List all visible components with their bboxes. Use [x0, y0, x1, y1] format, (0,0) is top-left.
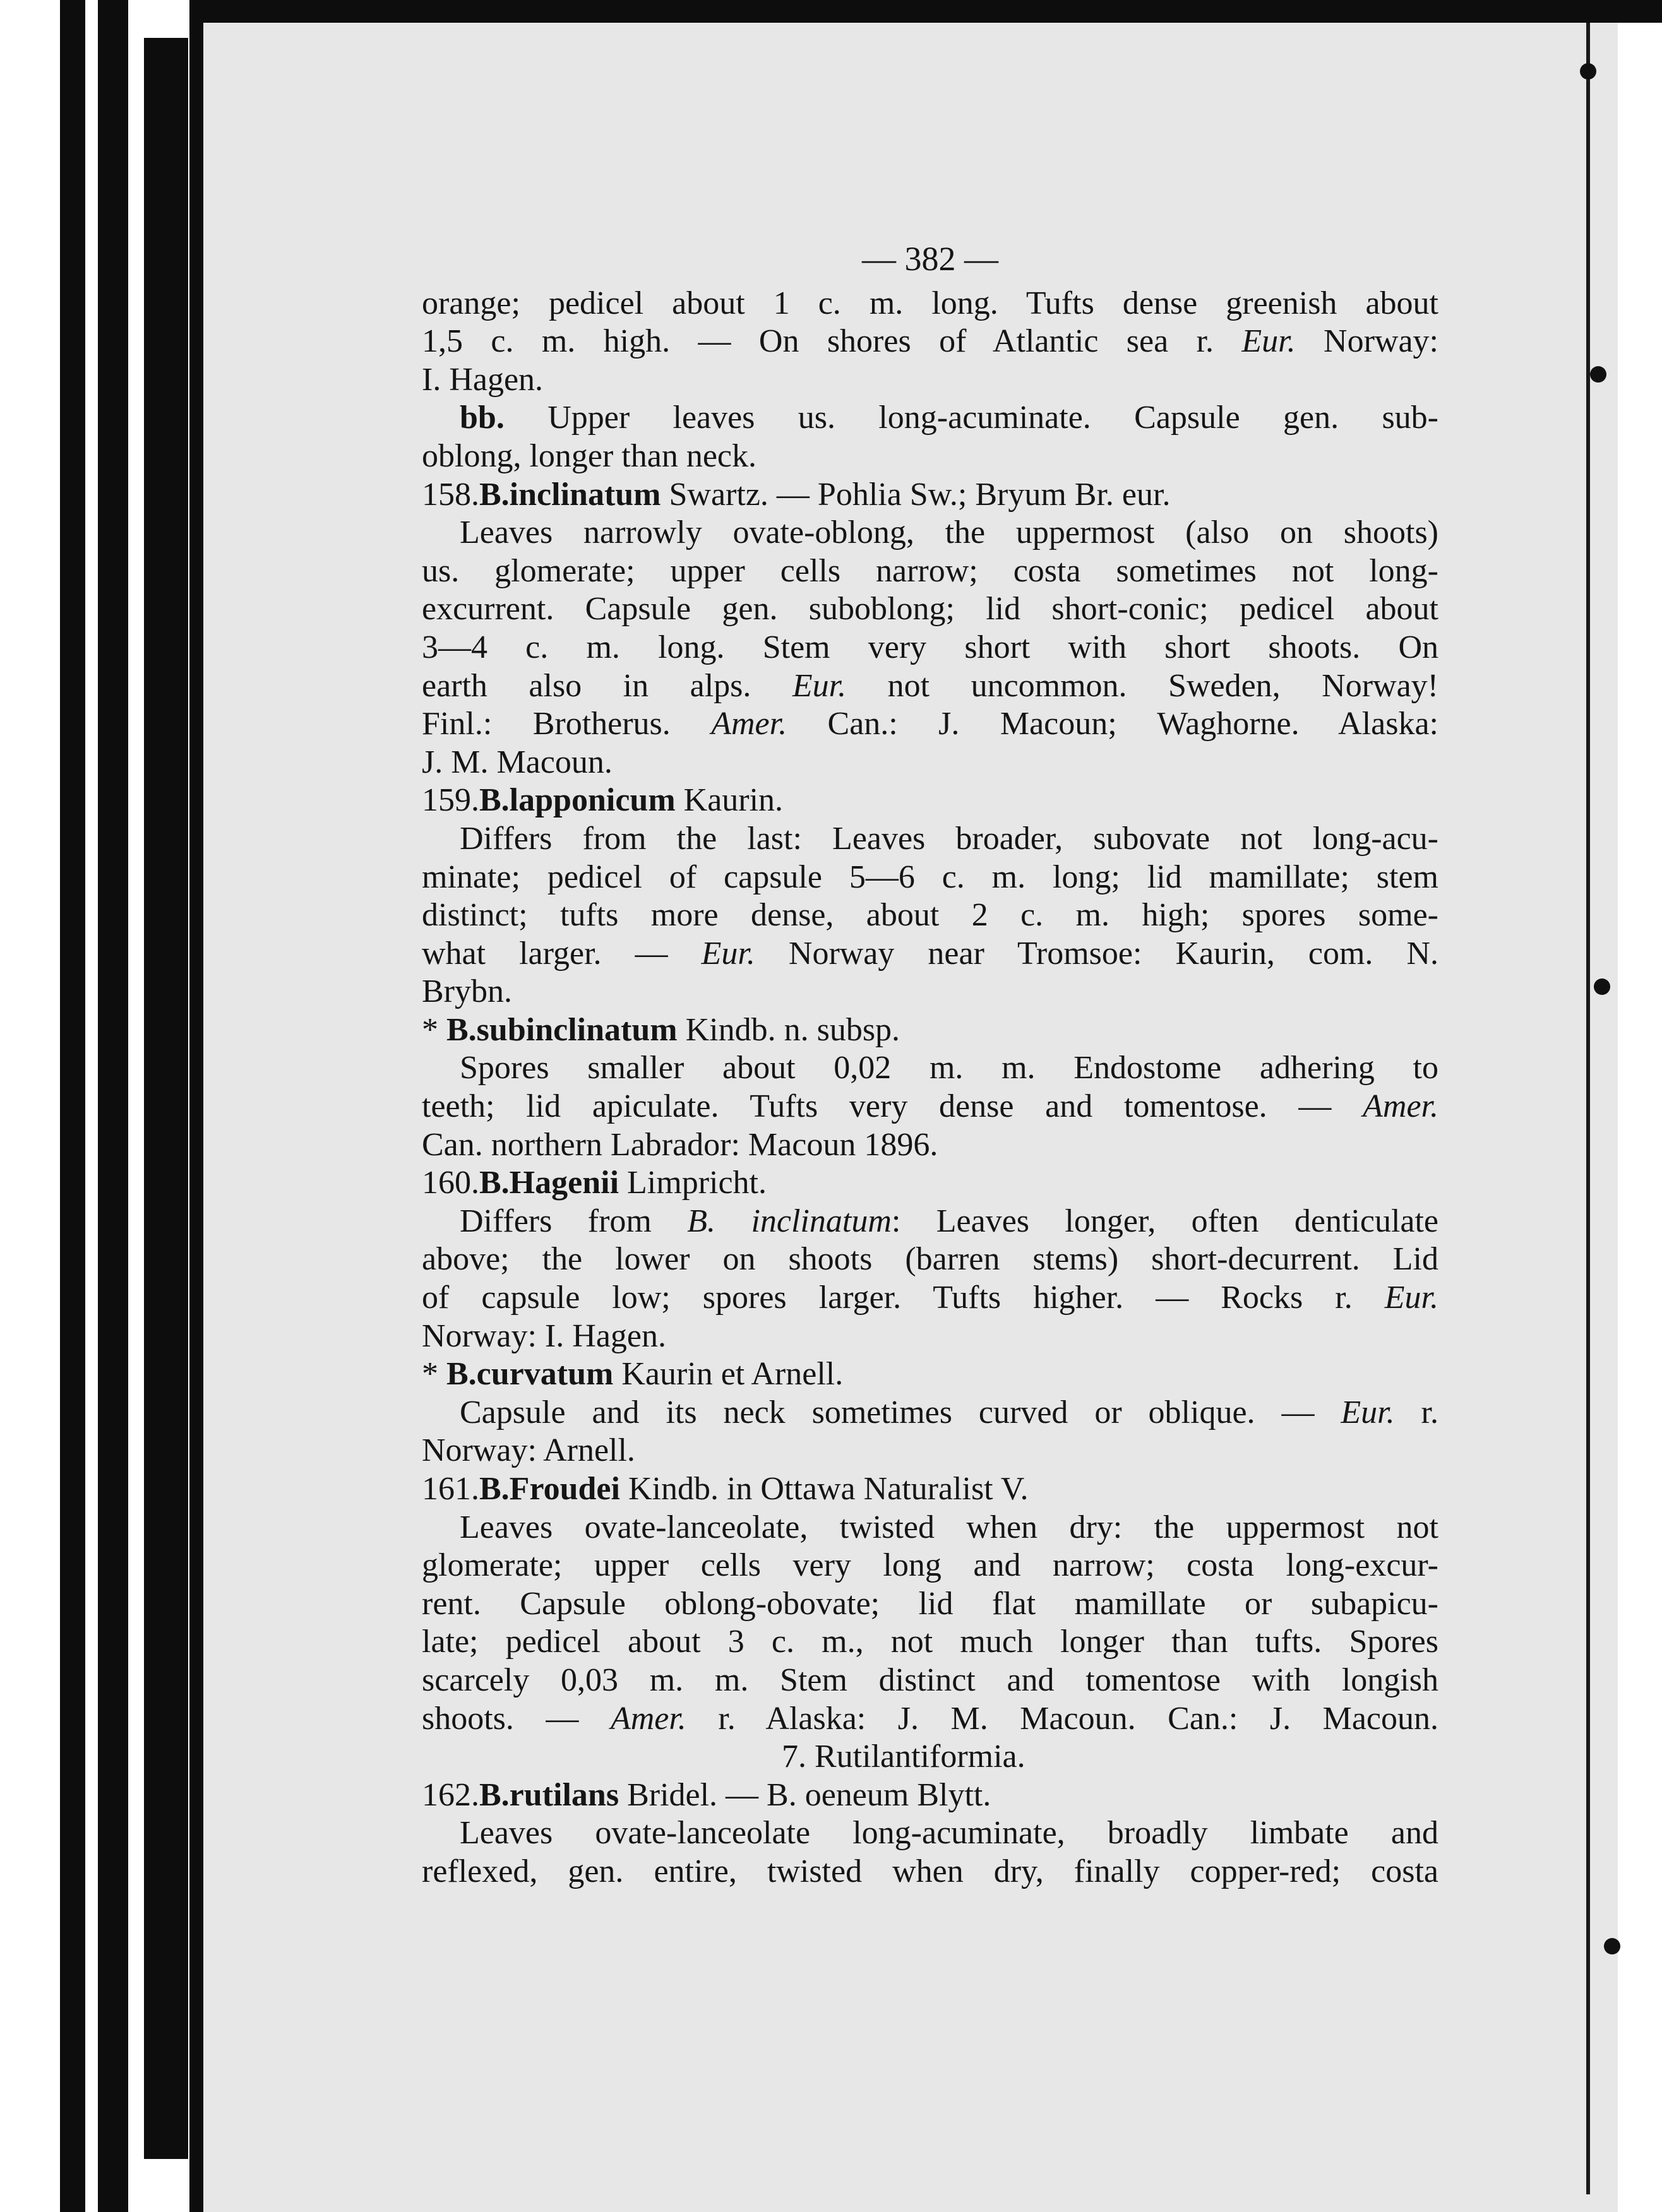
text-line: [422, 1776, 1438, 1815]
line-text: Leaves narrowly ovate-oblong, the uppermost (also on shoots): [460, 514, 1438, 551]
text-line: [422, 935, 1438, 973]
line-text: us. glomerate; upper cells narrow; costa sometimes not long-: [422, 552, 1438, 589]
line-text: what larger. —: [422, 935, 702, 972]
line-text: Leaves ovate-lanceolate long-acuminate, broadly limbate and: [460, 1815, 1438, 1852]
species-name: B.curvatum: [446, 1356, 614, 1393]
text-line: [422, 399, 1438, 437]
line-text: excurrent. Capsule gen. suboblong; lid short-conic; pedicel about: [422, 591, 1438, 627]
line-text: *: [422, 1011, 446, 1048]
species-name: B.subinclinatum: [446, 1011, 678, 1048]
page-right-edge: [1586, 23, 1590, 2194]
binding-shadow: [98, 0, 128, 2212]
text-line: [422, 361, 1438, 400]
line-text: r.: [1394, 1394, 1438, 1430]
binding-shadow: [60, 0, 85, 2212]
italic-text: Amer.: [1363, 1088, 1438, 1125]
text-line: [422, 896, 1438, 935]
line-text: 7. Rutilantiformia.: [782, 1739, 1025, 1775]
text-line: [422, 1394, 1438, 1432]
line-text: : Leaves longer, often denticulate: [891, 1203, 1439, 1239]
line-text: 158.: [422, 476, 479, 513]
line-text: Limpricht.: [619, 1165, 767, 1201]
text-line: [422, 1355, 1438, 1394]
text-line: [422, 1700, 1438, 1739]
species-name: B.Froudei: [479, 1471, 620, 1507]
text-line: [422, 1814, 1438, 1853]
line-text: scarcely 0,03 m. m. Stem distinct and tomentose with longish: [422, 1662, 1438, 1698]
line-text: Upper leaves us. long-acuminate. Capsule gen. sub-: [504, 400, 1438, 436]
text-line: [422, 552, 1438, 591]
species-name: B.rutilans: [479, 1776, 619, 1813]
text-line: [422, 667, 1438, 706]
binding-shadow: [189, 0, 203, 2212]
line-text: r. Alaska: J. M. Macoun. Can.: J. Macoun.: [686, 1700, 1438, 1737]
line-text: orange; pedicel about 1 c. m. long. Tufts dense greenish about: [422, 285, 1438, 321]
text-line: [422, 1317, 1438, 1356]
page-number: — 382 —: [862, 240, 998, 278]
line-text: Kaurin et Arnell.: [613, 1356, 844, 1393]
line-text: J. M. Macoun.: [422, 744, 613, 780]
line-text: distinct; tufts more dense, about 2 c. m. high; spores some-: [422, 897, 1438, 934]
italic-text: Eur.: [701, 935, 755, 972]
text-line: [422, 705, 1438, 744]
line-text: Norway: Arnell.: [422, 1432, 635, 1469]
text-line: [422, 1623, 1438, 1662]
line-text: Capsule and its neck sometimes curved or oblique. —: [460, 1394, 1341, 1430]
line-text: rent. Capsule oblong-obovate; lid flat mamillate or subapicu-: [422, 1585, 1438, 1622]
scan-top-border: [189, 0, 1662, 23]
book-binding: [0, 0, 208, 2212]
line-text: shoots. —: [422, 1700, 611, 1737]
line-text: 161.: [422, 1471, 479, 1507]
species-name: bb.: [460, 400, 505, 436]
binding-shadow: [144, 38, 188, 2159]
text-line: [422, 973, 1438, 1011]
line-text: 1,5 c. m. high. — On shores of Atlantic sea r.: [422, 323, 1242, 360]
edge-mark: [1604, 1938, 1620, 1954]
line-text: above; the lower on shoots (barren stems) short-decurrent. Lid: [422, 1241, 1438, 1278]
line-text: Kindb. in Ottawa Naturalist V.: [619, 1471, 1029, 1507]
line-text: I. Hagen.: [422, 361, 544, 398]
text-line: [422, 323, 1438, 361]
italic-text: B. inclinatum: [687, 1203, 892, 1239]
line-text: Norway:: [1295, 323, 1438, 360]
line-text: of capsule low; spores larger. Tufts higher. — Rocks r.: [422, 1280, 1385, 1316]
line-text: Spores smaller about 0,02 m. m. Endostome adhering to: [460, 1050, 1438, 1086]
text-line: [422, 1585, 1438, 1624]
text-line: [422, 1126, 1438, 1165]
text-line: [422, 1203, 1438, 1241]
line-text: glomerate; upper cells very long and narrow; costa long-excur-: [422, 1547, 1438, 1584]
line-text: Finl.: Brotherus.: [422, 706, 712, 742]
text-line: [422, 1853, 1438, 1891]
line-text: Kindb. n. subsp.: [677, 1011, 900, 1048]
page-text: [422, 240, 1438, 1891]
line-text: Differs from: [460, 1203, 688, 1239]
text-line: [422, 1470, 1438, 1509]
text-line: [422, 1088, 1438, 1126]
text-line: [422, 476, 1438, 514]
line-text: Can. northern Labrador: Macoun 1896.: [422, 1126, 938, 1163]
line-text: Kaurin.: [675, 782, 784, 819]
italic-text: Amer.: [610, 1700, 686, 1737]
text-line: [422, 1738, 1438, 1776]
text-line: [422, 1279, 1438, 1317]
line-text: oblong, longer than neck.: [422, 437, 756, 474]
edge-mark: [1580, 63, 1596, 80]
line-text: Brybn.: [422, 973, 512, 1010]
italic-text: Eur.: [1341, 1394, 1395, 1430]
line-text: Swartz. — Pohlia Sw.; Bryum Br. eur.: [661, 476, 1171, 513]
text-line: [422, 744, 1438, 782]
line-text: Bridel. — B. oeneum Blytt.: [619, 1776, 991, 1813]
text-line: [422, 782, 1438, 820]
species-name: B.Hagenii: [479, 1165, 619, 1201]
line-text: reflexed, gen. entire, twisted when dry, finally copper-red; costa: [422, 1853, 1438, 1889]
line-text: late; pedicel about 3 c. m., not much longer than tufts. Spores: [422, 1624, 1438, 1660]
line-text: Can.: J. Macoun; Waghorne. Alaska:: [787, 706, 1438, 742]
text-line: [422, 514, 1438, 552]
text-line: [422, 1011, 1438, 1050]
line-text: 162.: [422, 1776, 479, 1813]
italic-text: Eur.: [1241, 323, 1296, 360]
text-line: [422, 1509, 1438, 1547]
text-line: [422, 1164, 1438, 1203]
text-line: [422, 859, 1438, 897]
line-text: Norway near Tromsoe: Kaurin, com. N.: [755, 935, 1439, 972]
text-line: [422, 590, 1438, 629]
line-text: earth also in alps.: [422, 667, 792, 704]
text-line: [422, 1240, 1438, 1279]
text-line: [422, 1432, 1438, 1470]
text-line: [422, 1662, 1438, 1700]
text-line: [422, 629, 1438, 667]
text-lines: [422, 285, 1438, 1891]
line-text: not uncommon. Sweden, Norway!: [846, 667, 1438, 704]
line-text: 159.: [422, 782, 479, 819]
italic-text: Amer.: [711, 706, 787, 742]
text-line: [422, 437, 1438, 476]
line-text: teeth; lid apiculate. Tufts very dense and tomentose. —: [422, 1088, 1363, 1125]
line-text: Differs from the last: Leaves broader, subovate not long-acu-: [460, 820, 1438, 857]
line-text: *: [422, 1356, 446, 1393]
line-text: Norway: I. Hagen.: [422, 1317, 666, 1354]
line-text: minate; pedicel of capsule 5—6 c. m. long; lid mamillate; stem: [422, 859, 1438, 895]
line-text: Leaves ovate-lanceolate, twisted when dry: the uppermost not: [460, 1509, 1438, 1545]
line-text: 3—4 c. m. long. Stem very short with short shoots. On: [422, 629, 1438, 665]
text-line: [422, 1547, 1438, 1585]
italic-text: Eur.: [1384, 1280, 1438, 1316]
edge-mark: [1594, 978, 1610, 995]
species-name: B.lapponicum: [479, 782, 676, 819]
species-name: B.inclinatum: [479, 476, 661, 513]
italic-text: Eur.: [792, 667, 847, 704]
text-line: [422, 1049, 1438, 1088]
edge-mark: [1590, 366, 1606, 383]
text-line: [422, 285, 1438, 323]
line-text: 160.: [422, 1165, 479, 1201]
text-line: [422, 820, 1438, 859]
